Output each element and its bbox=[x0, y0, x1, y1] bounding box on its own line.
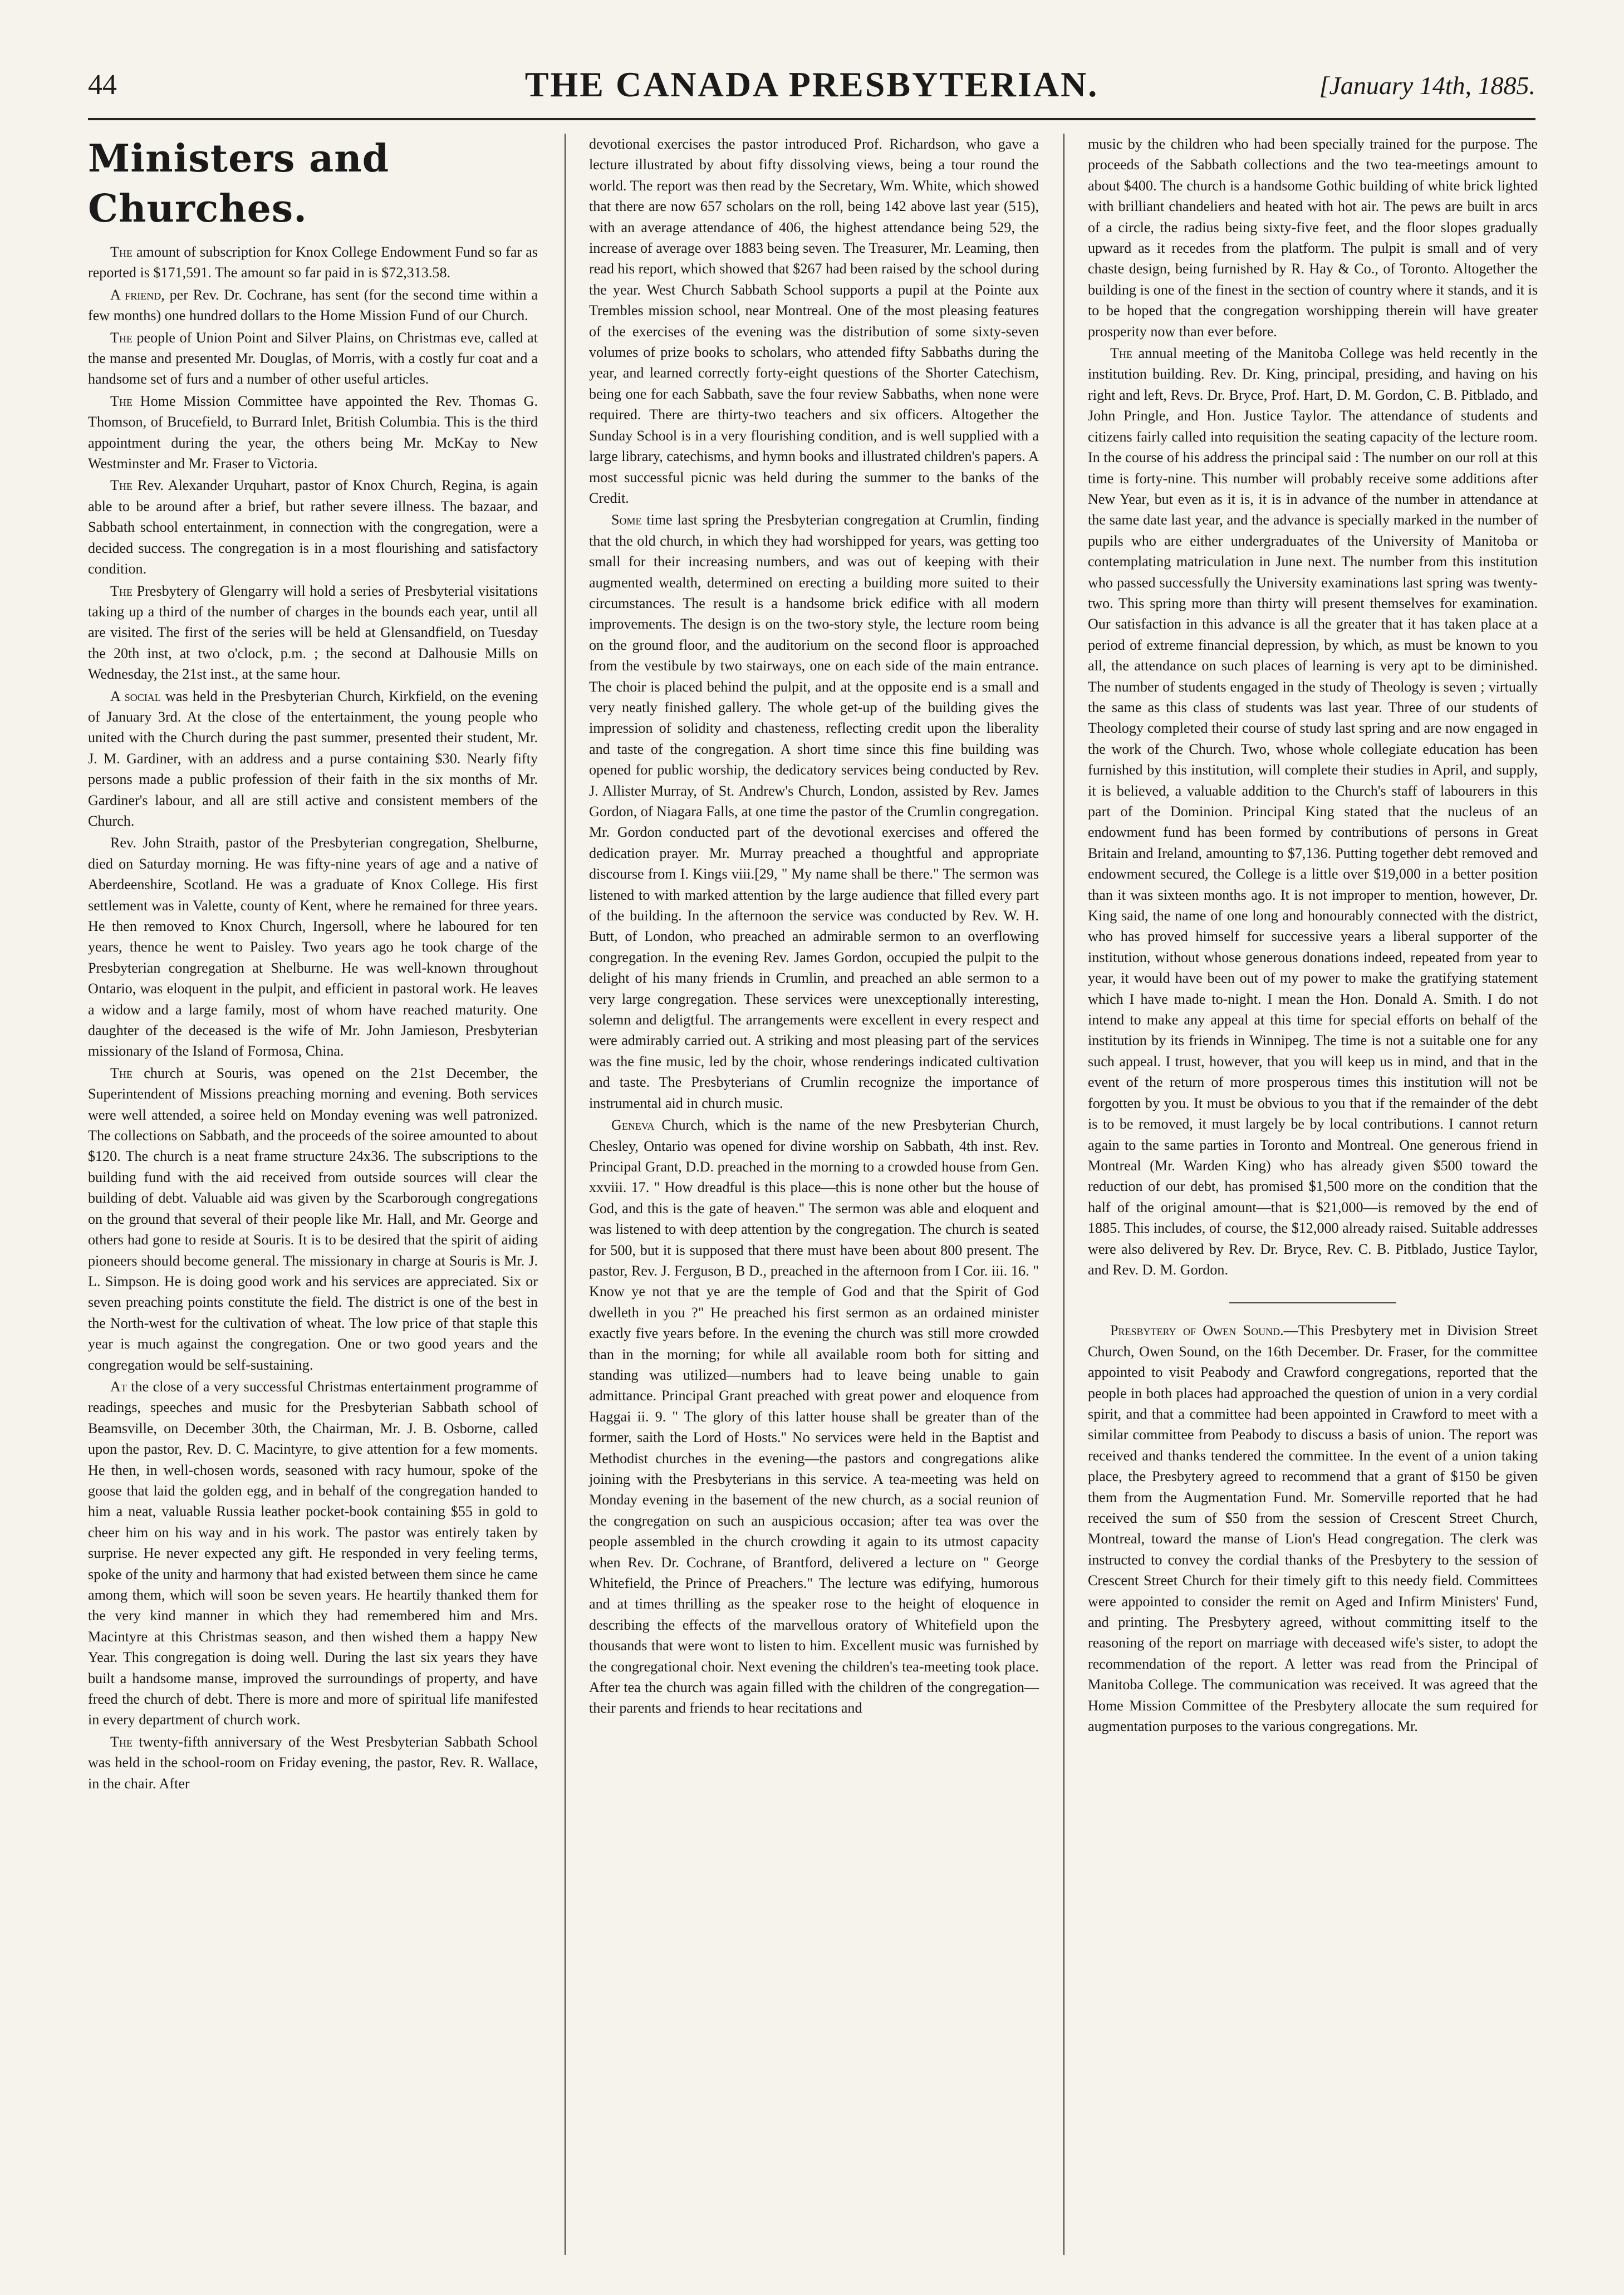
paragraph bbox=[88, 475, 538, 579]
paragraph bbox=[88, 686, 538, 832]
page-number: 44 bbox=[88, 69, 117, 101]
paragraph bbox=[88, 1063, 538, 1375]
paragraph-lead: Some bbox=[611, 512, 642, 528]
paragraph-text: —This Presbytery met in Division Street Church, Owen Sound, on the 16th December. Dr. Fraser, for the committee appointed to visit Peabody and Crawford congregations, reported that the people in both places had approached the question of union in a very cordial spirit, and that a committee had been appointed in Crawford to meet with a similar committee from Peabody to discuss a basis of union. The report was received and thanks tendered the committee. In the event of a union taking place, the Presbytery agreed to recommend that a grant of $150 be given them from the Augmentation Fund. Mr. Somerville reported that he had received the sum of $50 from the session of Crescent Street Church, Montreal, toward the manse of Lion's Head congregation. The clerk was instructed to convey the cordial thanks of the Presbytery to the session of Crescent Street Church for their timely gift to this needy field. Committees were appointed to consider the remit on Aged and Infirm Ministers' Fund, and printing. The Presbytery agreed, without committing itself to the reasoning of the report on marriage with deceased wife's sister, to adopt the recommendation of the report. A letter was read from the Principal of Manitoba College. The communication was received. It was agreed that the Home Mission Committee of the Presbytery allocate the sum required for augmentation purposes to the various congregations. Mr. bbox=[1088, 1322, 1538, 1735]
paragraph-text: Church, which is the name of the new Presbyterian Church, Chesley, Ontario was opened for divine worship on Sabbath, 4th inst. Rev. Principal Grant, D.D. preached in the morning to a crowded house from Gen. xxviii. 17. " How dreadful is this place—this is none other but the house of God, and this is the gate of heaven." The sermon was able and eloquent and was listened to with deep attention by the congregation. The church is seated for 500, but it is supposed that there must have been about 800 present. The pastor, Rev. J. Ferguson, B D., preached in the afternoon from I Cor. iii. 16. " Know ye not that ye are the temple of God and that the Spirit of God dwelleth in you ?" He preached his first sermon as an ordained minister exactly five years before. In the evening the church was still more crowded than in the morning; for while all available room both for sitting and standing was utilized—numbers had to leave being unable to gain admittance. Principal Grant preached with great power and eloquence from Haggai ii. 9. " The glory of this latter house shall be greater than of the former, saith the Lord of Hosts." No services were held in the Baptist and Methodist churches in the evening—the pastors and congregations alike joining with the Presbyterians in this service. A tea-meeting was held on Monday evening in the basement of the new church, as a social reunion of the congregation on such an auspicious occasion; after tea was over the people assembled in the church crowding it again to its utmost capacity when Rev. Dr. Cochrane, of Brantford, delivered a lecture on " George Whitefield, the Prince of Preachers." The lecture was edifying, humorous and at times thrilling as the speaker rose to the height of eloquence in describing the effects of the marvellous oratory of Whitefield upon the thousands that were wont to listen to him. Excellent music was furnished by the congregational choir. Next evening the children's tea-meeting took place. After tea the church was again filled with the children of the congregation—their parents and friends to hear recitations and bbox=[589, 1117, 1039, 1717]
page-header bbox=[88, 58, 1535, 120]
column-divider bbox=[565, 134, 566, 2255]
paragraph-lead: The bbox=[110, 1733, 133, 1750]
paragraph-lead: A friend, bbox=[110, 286, 165, 303]
paragraph-text: devotional exercises the pastor introduced Prof. Richardson, who gave a lecture illustrated by about fifty dissolving views, being a tour round the world. The report was then read by the Secretary, Wm. White, which showed that there are now 657 scholars on the roll, being 142 above last year (515), with an average attendance of 406, the highest attendance being 529, the increase of average over 1883 being seven. The Treasurer, Mr. Leaming, then read his report, which showed that $267 had been raised by the school during the year. West Church Sabbath School supports a pupil at the Pointe aux Trembles mission school, near Montreal. One of the most pleasing features of the exercises of the evening was the distribution of some sixty-seven volumes of prize books to scholars, who attended fifty Sabbaths during the year, and learned correctly forty-eight questions of the Shorter Catechism, being one for each Sabbath, save the four review Sabbaths, when none were required. There are thirty-two teachers and six officers. Altogether the Sunday School is in a very flourishing condition, and is well supplied with a large library, catechisms, and hymn books and illustrated children's papers. A most successful picnic was held during the summer to the banks of the Credit. bbox=[589, 136, 1039, 506]
paragraph bbox=[88, 581, 538, 685]
issue-date: [January 14th, 1885. bbox=[1319, 71, 1535, 100]
paragraph-text: time last spring the Presbyterian congregation at Crumlin, finding that the old church, in which they had worshipped for years, was getting too small for their increasing numbers, and was out of keeping with their augmented wealth, determined on erecting a building more suited to their circumstances. The result is a handsome brick edifice with all modern improvements. The design is on the two-story style, the lecture room being on the ground floor, and the auditorium on the second floor is approached from the vestibule by two stairways, one on each side of the main entrance. The choir is placed behind the pulpit, and at the opposite end is a small and very neatly finished gallery. The whole get-up of the building gives the impression of solidity and chasteness, reflecting credit upon the liberality and taste of the congregation. A short time since this fine building was opened for public worship, the dedicatory services being conducted by Rev. J. Allister Murray, of St. Andrew's Church, London, assisted by Rev. James Gordon, of Niagara Falls, at one time the pastor of the Crumlin congregation. Mr. Gordon conducted part of the devotional exercises and offered the dedication prayer. Mr. Murray preached a thoughtful and appropriate discourse from I. Kings viii.[29, " My name shall be there." The sermon was listened to with marked attention by the large audience that filled every part of the building. In the afternoon the service was conducted by Rev. W. H. Butt, of London, who preached an admirable sermon to an overflowing congregation. In the evening Rev. James Gordon, occupied the pulpit to the delight of his many friends in Crumlin, and preached an able sermon to a very large congregation. These services were unexceptionally interesting, solemn and deligtful. The arrangements were excellent in every respect and were admirably carried out. A striking and most pleasing part of the services was the fine music, led by the choir, whose renderings indicated cultivation and taste. The Presbyterians of Crumlin recognize the importance of instrumental aid in church music. bbox=[589, 512, 1039, 1111]
paragraph bbox=[88, 391, 538, 474]
paragraph-text: Rev. John Straith, pastor of the Presbyterian congregation, Shelburne, died on Saturday morning. He was fifty-nine years of age and a native of Aberdeenshire, Scotland. He was a graduate of Knox College. His first settlement was in Valette, county of Kent, where he remained for three years. He then removed to Knox Church, Ingersoll, where he laboured for ten years, thence he went to Paisley. Two years ago he took charge of the Presbyterian congregation at Shelburne. He was well-known throughout Ontario, was eloquent in the pulpit, and efficient in pastoral work. He leaves a widow and a large family, most of whom have reached maturity. One daughter of the deceased is the wife of Mr. John Jamieson, Presbyterian missionary of the Island of Formosa, China. bbox=[88, 835, 538, 1060]
paragraph-text: annual meeting of the Manitoba College was held recently in the institution building. Rev. Dr. King, principal, presiding, and having on his right and left, Revs. Dr. Bryce, Prof. Hart, D. M. Gordon, C. B. Pitblado, and John Pringle, and Hon. Justice Taylor. The attendance of students and citizens fairly called into requisition the seating capacity of the lecture room. In the course of his address the principal said : The number on our roll at this time is forty-nine. This number will probably receive some additions after New Year, but even as it is, it is in advance of the number in attendance at the same date last year, and the advance is specially marked in the number of pupils who are either undergraduates of the University of Manitoba or contemplating matriculation in June next. The number from this institution who passed successfully the University examinations last spring was twenty-two. This spring more than thirty will present themselves for examination. Our satisfaction in this advance is all the greater that it has taken place at a period of extreme financial depression, by which, as must be known to you all, the attendance on such places of learning is very apt to be diminished. The number of students engaged in the study of Theology is seven ; virtually the same as this class of students was last year. Three of our students of Theology completed their course of study last spring and are now engaged in the work of the Church. Two, whose whole collegiate education has been furnished by this institution, will complete their studies in April, and supply, it is believed, a valuable addition to the Church's staff of labourers in this part of the Dominion. Principal King stated that the nucleus of an endowment fund has been formed by contributions of persons in Great Britain and Ireland, amounting to $7,136. Putting together debt removed and endowment secured, the College is a little over $19,000 in a better position than it was sixteen months ago. It is not improper to mention, however, Dr. King said, the name of one long and honourably connected with the district, who has proved himself for successive years a liberal supporter of the institution, without whose generous donations indeed, repeated from year to year, it would have been out of my power to make the gratifying statement which I have made to-night. I mean the Hon. Donald A. Smith. I do not intend to make any appeal at this time for special efforts on behalf of the institution by its friends in Winnipeg. The time is not a suitable one for any such appeal. I trust, however, that you will keep us in mind, and that in the event of the return of more prosperous times this institution will not be forgotten by you. It must be obvious to you that if the remainder of the debt is to be removed, it must largely be by local contributions. I cannot return again to the same parties in Toronto and Montreal. One generous friend in Montreal (Mr. Warden King) who has already given $500 toward the reduction of our debt, has promised $1,500 more on the condition that the half of the original amount—that is $21,000—is removed by the end of 1885. This includes, of course, the $12,000 already raised. Suitable addresses were also delivered by Rev. Dr. Bryce, Rev. C. B. Pitblado, Justice Taylor, and Rev. D. M. Gordon. bbox=[1088, 345, 1538, 1278]
paragraph-text: per Rev. Dr. Cochrane, has sent (for the second time within a few months) one hundred dollars to the Home Mission Fund of our Church. bbox=[88, 286, 538, 324]
paragraph-text: twenty-fifth anniversary of the West Presbyterian Sabbath School was held in the school-room on Friday evening, the pastor, Rev. R. Wallace, in the chair. After bbox=[88, 1733, 538, 1792]
column-divider bbox=[1063, 134, 1064, 2255]
paragraph-lead: The bbox=[1110, 345, 1132, 362]
column-3-articles bbox=[1088, 134, 1538, 1737]
paragraph bbox=[88, 832, 538, 1061]
header-rule bbox=[88, 118, 1535, 120]
section-title: Ministers and Churches. bbox=[88, 136, 390, 231]
paragraph bbox=[88, 1376, 538, 1730]
paragraph bbox=[1088, 1320, 1538, 1737]
paragraph bbox=[1088, 134, 1538, 342]
column-1 bbox=[88, 134, 538, 2266]
paragraph-lead: The bbox=[110, 582, 133, 599]
column-2 bbox=[589, 134, 1039, 2266]
paragraph bbox=[589, 134, 1039, 508]
column-1-articles bbox=[88, 242, 538, 1794]
column-2-articles bbox=[589, 134, 1039, 1719]
paragraph-lead: Geneva bbox=[611, 1117, 655, 1134]
paragraph bbox=[88, 327, 538, 390]
paragraph-lead: At bbox=[110, 1378, 127, 1395]
paragraph-text: was held in the Presbyterian Church, Kirkfield, on the evening of January 3rd. At the close of the entertainment, the young people who united with the Church during the past summer, presented their student, Mr. J. M. Gardiner, with an address and a purse containing $30. Nearly fifty persons made a public profession of their faith in the six months of Mr. Gardiner's labour, and all are still active and consistent members of the Church. bbox=[88, 688, 538, 829]
paragraph bbox=[88, 242, 538, 283]
paragraph bbox=[1088, 343, 1538, 1280]
paragraph-lead: The bbox=[110, 244, 133, 260]
paragraph-text: the close of a very successful Christmas entertainment programme of readings, speeches and music for the Presbyterian Sabbath school of Beamsville, on December 30th, the Chairman, Mr. J. B. Osborne, called upon the pastor, Rev. D. C. Macintyre, to give attention for a few moments. He then, in well-chosen words, seasoned with racy humour, spoke of the goose that laid the golden egg, and in behalf of the congregation handed to him a neat, valuable Russia leather pocket-book containing $55 in gold to cheer him on his way and in his work. The pastor was entirely taken by surprise. He never expected any gift. He responded in very feeling terms, spoke of the unity and harmony that had existed between them since he came among them, which will soon be seven years. He heartily thanked them for the very kind manner in which they had remembered him and Mrs. Macintyre at this Christmas season, and then wished them a happy New Year. This congregation is doing well. During the last six years they have built a handsome manse, improved the surroundings of property, and have freed the church of debt. There is more and more of spiritual life manifested in every department of church work. bbox=[88, 1378, 538, 1728]
paragraph-text: amount of subscription for Knox College Endowment Fund so far as reported is $171,591. The amount so far paid in is $72,313.58. bbox=[88, 244, 538, 281]
paragraph bbox=[88, 285, 538, 326]
paragraph bbox=[589, 1115, 1039, 1719]
paragraph-text: music by the children who had been specially trained for the purpose. The proceeds of the Sabbath collections and the two tea-meetings amount to about $400. The church is a handsome Gothic building of white brick lighted with brilliant chandeliers and heated with hot air. The pews are built in arcs of a circle, the radius being sixty-five feet, and the floor slopes gradually upward as it recedes from the platform. The pulpit is small and of very chaste design, being furnished by R. Hay & Co., of Toronto. Altogether the building is one of the finest in the section of country where it stands, and it is to be hoped that the congregation worshipping therein will have greater prosperity now than ever before. bbox=[1088, 136, 1538, 340]
paragraph-text: people of Union Point and Silver Plains, on Christmas eve, called at the manse and presented Mr. Douglas, of Morris, with a costly fur coat and a handsome set of furs and a number of other useful articles. bbox=[88, 329, 538, 388]
paragraph-text: Presbytery of Glengarry will hold a series of Presbyterial visitations taking up a third of the number of charges in the bounds each year, until all are visited. The first of the series will be held at Glensandfield, on Tuesday the 20th inst, at two o'clock, p.m. ; the second at Dalhousie Mills on Wednesday, the 21st inst., at the same hour. bbox=[88, 582, 538, 683]
paragraph-lead: The bbox=[110, 1065, 133, 1081]
article-separator bbox=[1229, 1302, 1396, 1303]
paragraph bbox=[589, 509, 1039, 1114]
paragraph-text: church at Souris, was opened on the 21st December, the Superintendent of Missions preaching morning and evening. Both services were well attended, a soiree held on Monday evening was well patronized. The collections on Sabbath, and the proceeds of the soiree amounted to about $120. The church is a neat frame structure 24x36. The subscriptions to the building fund with the aid received from outside sources will clear the building of debt. Valuable aid was given by the Scarborough congregations on the ground that several of their people like Mr. Hall, and Mr. George and others had gone to reside at Souris. It is to be desired that the spirit of aiding pioneers should become general. The missionary in charge at Souris is Mr. J. L. Simpson. He is doing good work and his services are appreciated. Six or seven preaching points constitute the field. The district is one of the best in the North-west for the cultivation of wheat. The low price of that staple this year is much against the congregation. One or two good years and the congregation would be self-sustaining. bbox=[88, 1065, 538, 1373]
paragraph-lead: A social bbox=[110, 688, 161, 704]
paragraph-lead: The bbox=[110, 393, 133, 409]
paragraph-lead: The bbox=[110, 477, 133, 494]
masthead: THE CANADA PRESBYTERIAN. bbox=[524, 65, 1099, 104]
paragraph bbox=[88, 1732, 538, 1794]
paragraph-text: Home Mission Committee have appointed the Rev. Thomas G. Thomson, of Brucefield, to Burrard Inlet, British Columbia. This is the third appointment during the year, the others being Mr. McKay to New Westminster and Mr. Fraser to Victoria. bbox=[88, 393, 538, 472]
paragraph-lead: The bbox=[110, 329, 133, 346]
paragraph-lead: Presbytery of Owen Sound. bbox=[1110, 1322, 1284, 1339]
paragraph-text: Rev. Alexander Urquhart, pastor of Knox Church, Regina, is again able to be around after a brief, but rather severe illness. The bazaar, and Sabbath school entertainment, in connection with the congregation, were a decided success. The congregation is in a most flourishing and satisfactory condition. bbox=[88, 477, 538, 577]
column-3 bbox=[1088, 134, 1538, 2266]
